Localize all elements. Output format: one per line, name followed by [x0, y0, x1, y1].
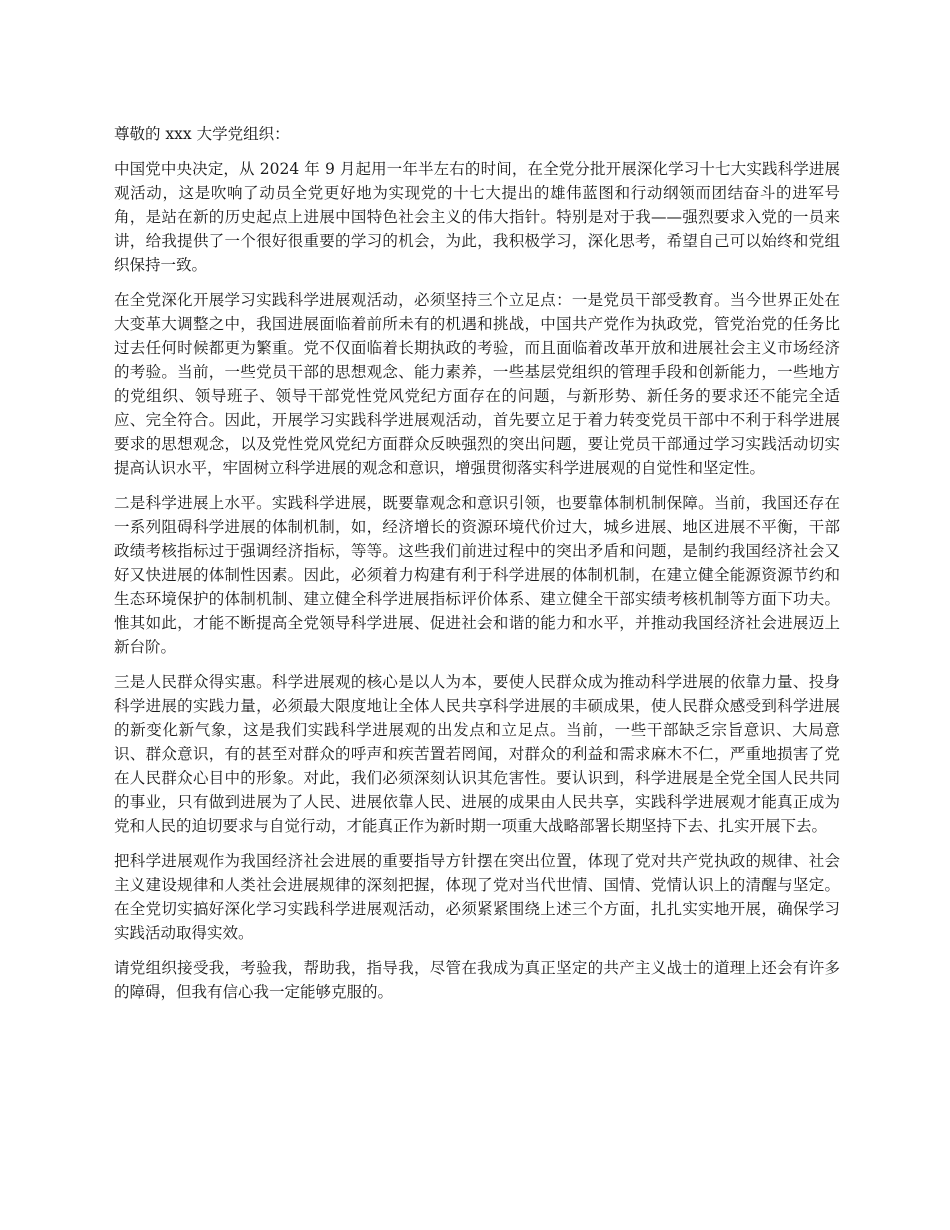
paragraph-point-three: 三是人民群众得实惠。科学进展观的核心是以人为本，要使人民群众成为推动科学进展的依靠力量、投身科学进展的实践力量，必须最大限度地让全体人民共享科学进展的丰硕成果，使人民群众感受到科学进展的新变化新气象，这是我们实践科学进展观的出发点和立足点。当前，一些干部缺乏宗旨意识、大局意识、群众意识，有的甚至对群众的呼声和疾苦置若罔闻，对群众的利益和需求麻木不仁，严重地损害了党在人民群众心目中的形象。对此，我们必须深刻认识其危害性。要认识到，科学进展是全党全国人民共同的事业，只有做到进展为了人民、进展依靠人民、进展的成果由人民共享，实践科学进展观才能真正成为党和人民的迫切要求与自觉行动，才能真正作为新时期一项重大战略部署长期坚持下去、扎实开展下去。	[114, 673, 840, 835]
paragraph-point-one: 在全党深化开展学习实践科学进展观活动，必须坚持三个立足点：一是党员干部受教育。当今世界正处在大变革大调整之中，我国进展面临着前所未有的机遇和挑战，中国共产党作为执政党，管党治党的任务比过去任何时候都更为繁重。党不仅面临着长期执政的考验，而且面临着改革开放和进展社会主义市场经济的考验。当前，一些党员干部的思想观念、能力素养，一些基层党组织的管理手段和创新能力，一些地方的党组织、领导班子、领导干部党性党风党纪方面存在的问题，与新形势、新任务的要求还不能完全适应、完全符合。因此，开展学习实践科学进展观活动，首先要立足于着力转变党员干部中不利于科学进展要求的思想观念，以及党性党风党纪方面群众反映强烈的突出问题，要让党员干部通过学习实践活动切实提高认识水平，牢固树立科学进展的观念和意识，增强贯彻落实科学进展观的自觉性和坚定性。	[114, 291, 840, 477]
document-page	[114, 122, 840, 1015]
salutation: 尊敬的 xxx 大学党组织：	[114, 125, 290, 143]
paragraph-point-two: 二是科学进展上水平。实践科学进展，既要靠观念和意识引领，也要靠体制机制保障。当前，我国还存在一系列阻碍科学进展的体制机制，如，经济增长的资源环境代价过大，城乡进展、地区进展不平衡，干部政绩考核指标过于强调经济指标，等等。这些我们前进过程中的突出矛盾和问题，是制约我国经济社会又好又快进展的体制性因素。因此，必须着力构建有利于科学进展的体制机制，在建立健全能源资源节约和生态环境保护的体制机制、建立健全科学进展指标评价体系、建立健全干部实绩考核机制等方面下功夫。惟其如此，才能不断提高全党领导科学进展、促进社会和谐的能力和水平，并推动我国经济社会进展迈上新台阶。	[114, 494, 840, 656]
paragraph-summary: 把科学进展观作为我国经济社会进展的重要指导方针摆在突出位置，体现了党对共产党执政的规律、社会主义建设规律和人类社会进展规律的深刻把握，体现了党对当代世情、国情、党情认识上的清醒与坚定。在全党切实搞好深化学习实践科学进展观活动，必须紧紧围绕上述三个方面，扎扎实实地开展，确保学习实践活动取得实效。	[114, 852, 840, 942]
paragraph-intro: 中国党中央决定，从 2024 年 9 月起用一年半左右的时间，在全党分批开展深化学习十七大实践科学进展观活动，这是吹响了动员全党更好地为实现党的十七大提出的雄伟蓝图和行动纲领而团结奋斗的进军号角，是站在新的历史起点上进展中国特色社会主义的伟大指针。特别是对于我——强烈要求入党的一员来讲，给我提供了一个很好很重要的学习的机会，为此，我积极学习，深化思考，希望自己可以始终和党组织保持一致。	[114, 160, 840, 274]
paragraph-closing: 请党组织接受我，考验我，帮助我，指导我，尽管在我成为真正坚定的共产主义战士的道理上还会有许多的障碍，但我有信心我一定能够克服的。	[114, 959, 840, 1001]
